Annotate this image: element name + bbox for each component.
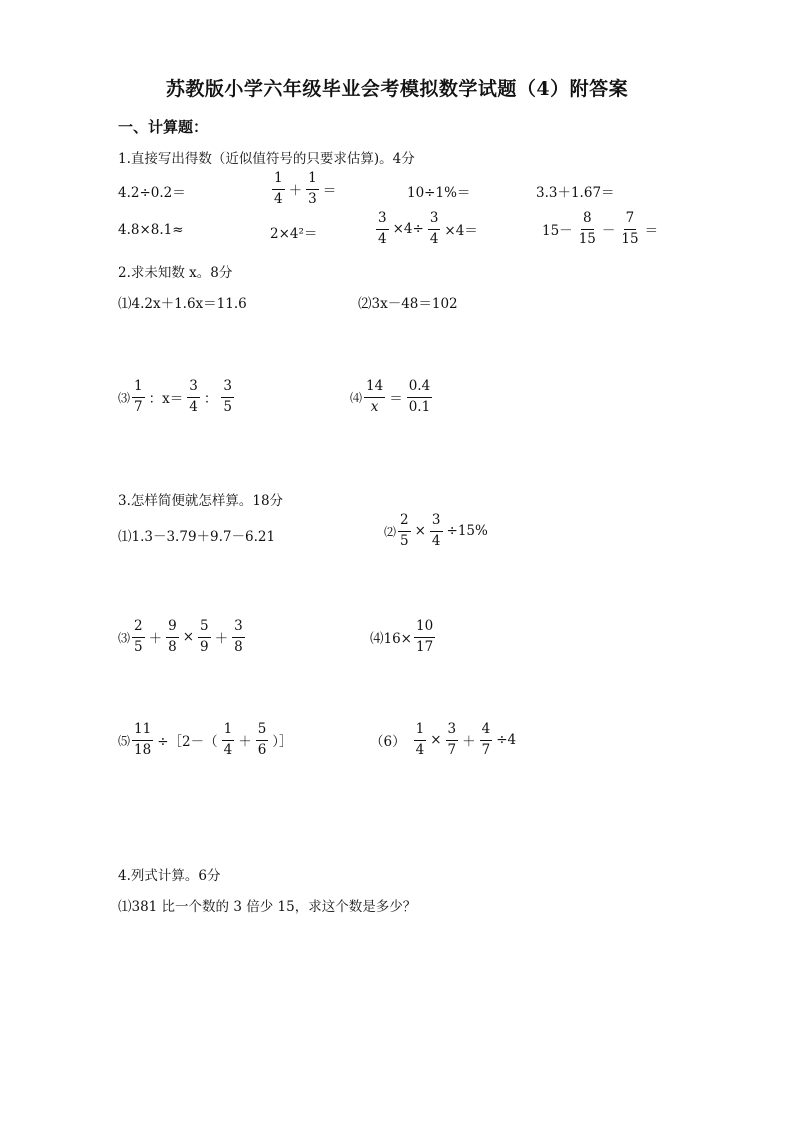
- q1-item-h: 15－ $\frac{8}{15}$ － $\frac{7}{15}$ ＝: [542, 210, 659, 247]
- fraction: $\frac{1}{4}$: [415, 721, 425, 758]
- q1-heading: 1.直接写出得数（近似值符号的只要求估算)。4分: [118, 151, 415, 167]
- page-title: 苏教版小学六年级毕业会考模拟数学试题（4）附答案: [165, 78, 629, 100]
- fraction: $\frac{2}{5}$: [400, 512, 409, 549]
- fraction: $\frac{3}{8}$: [234, 618, 243, 655]
- fraction: $\frac{9}{8}$: [168, 618, 177, 655]
- fraction: $\frac{7}{15}$: [621, 210, 639, 247]
- fraction: $\frac{1}{4}$: [223, 721, 233, 758]
- section-heading: 一、计算题：: [118, 118, 209, 136]
- q3-problem-2: ⑵ $\frac{2}{5}$ × $\frac{3}{4}$ ÷15%: [384, 512, 488, 549]
- q1-item-a: 4.2÷0.2＝: [118, 185, 186, 201]
- q3-problem-6: （6） $\frac{1}{4}$ × $\frac{3}{7}$ ＋ $\frac{4}{7}$ ÷4: [370, 721, 517, 758]
- q1-item-c: 10÷1%＝: [407, 185, 471, 201]
- fraction: $\frac{5}{9}$: [200, 618, 209, 655]
- q2-problem-3: ⑶ $\frac{1}{7}$ ：x＝ $\frac{3}{4}$ ： $\frac{3}{5}$: [118, 378, 232, 415]
- q1-item-g: $\frac{3}{4}$ ×4÷ $\frac{3}{4}$ ×4＝: [378, 210, 478, 247]
- q2-heading: 2.求未知数 x。8分: [118, 265, 233, 281]
- q1-item-b: $\frac{1}{4}$ ＋ $\frac{1}{3}$ ＝: [274, 170, 337, 207]
- fraction: $\frac{1}{7}$: [134, 378, 143, 415]
- q2-problem-2: ⑵3x－48＝102: [358, 296, 458, 312]
- fraction: $\frac{2}{5}$: [134, 618, 143, 655]
- fraction: $\frac{3}{4}$: [189, 378, 198, 415]
- q3-problem-1: ⑴1.3－3.79＋9.7－6.21: [118, 529, 276, 545]
- fraction: $\frac{11}{18}$: [134, 721, 152, 758]
- q1-item-f: 2×4²＝: [270, 226, 318, 242]
- q2-problem-1: ⑴4.2x＋1.6x＝11.6: [118, 296, 247, 312]
- q2-problem-4: ⑷ $\frac{14}{x}$ ＝ $\frac{0.4}{0.1}$: [350, 378, 431, 415]
- q1-item-d: 3.3＋1.67＝: [536, 185, 615, 201]
- q4-heading: 4.列式计算。6分: [118, 868, 221, 884]
- fraction: $\frac{3}{5}$: [223, 378, 232, 415]
- q3-problem-3: ⑶ $\frac{2}{5}$ ＋ $\frac{9}{8}$ × $\frac{5}{9}$ ＋ $\frac{3}{8}$: [118, 618, 243, 655]
- fraction: $\frac{4}{7}$: [481, 721, 491, 758]
- fraction: $\frac{14}{x}$: [366, 378, 384, 415]
- q3-heading: 3.怎样简便就怎样算。18分: [118, 493, 284, 509]
- fraction: $\frac{3}{4}$: [378, 210, 387, 247]
- q3-problem-4: ⑷16× $\frac{10}{17}$: [370, 618, 434, 655]
- q1-item-e: 4.8×8.1≈: [118, 222, 184, 238]
- fraction: $\frac{10}{17}$: [416, 618, 434, 655]
- q4-problem-1: ⑴381 比一个数的 3 倍少 15，求这个数是多少？: [118, 899, 417, 915]
- fraction: $\frac{1}{3}$: [308, 170, 317, 207]
- fraction: $\frac{3}{7}$: [447, 721, 457, 758]
- q3-problem-5: ⑸ $\frac{11}{18}$ ÷［2－（ $\frac{1}{4}$ ＋ $\frac{5}{6}$ ）］: [118, 721, 293, 758]
- fraction: $\frac{5}{6}$: [257, 721, 267, 758]
- fraction: $\frac{8}{15}$: [578, 210, 596, 247]
- fraction: $\frac{1}{4}$: [274, 170, 283, 207]
- fraction: $\frac{3}{4}$: [431, 512, 441, 549]
- fraction: $\frac{0.4}{0.1}$: [408, 378, 431, 415]
- fraction: $\frac{3}{4}$: [429, 210, 439, 247]
